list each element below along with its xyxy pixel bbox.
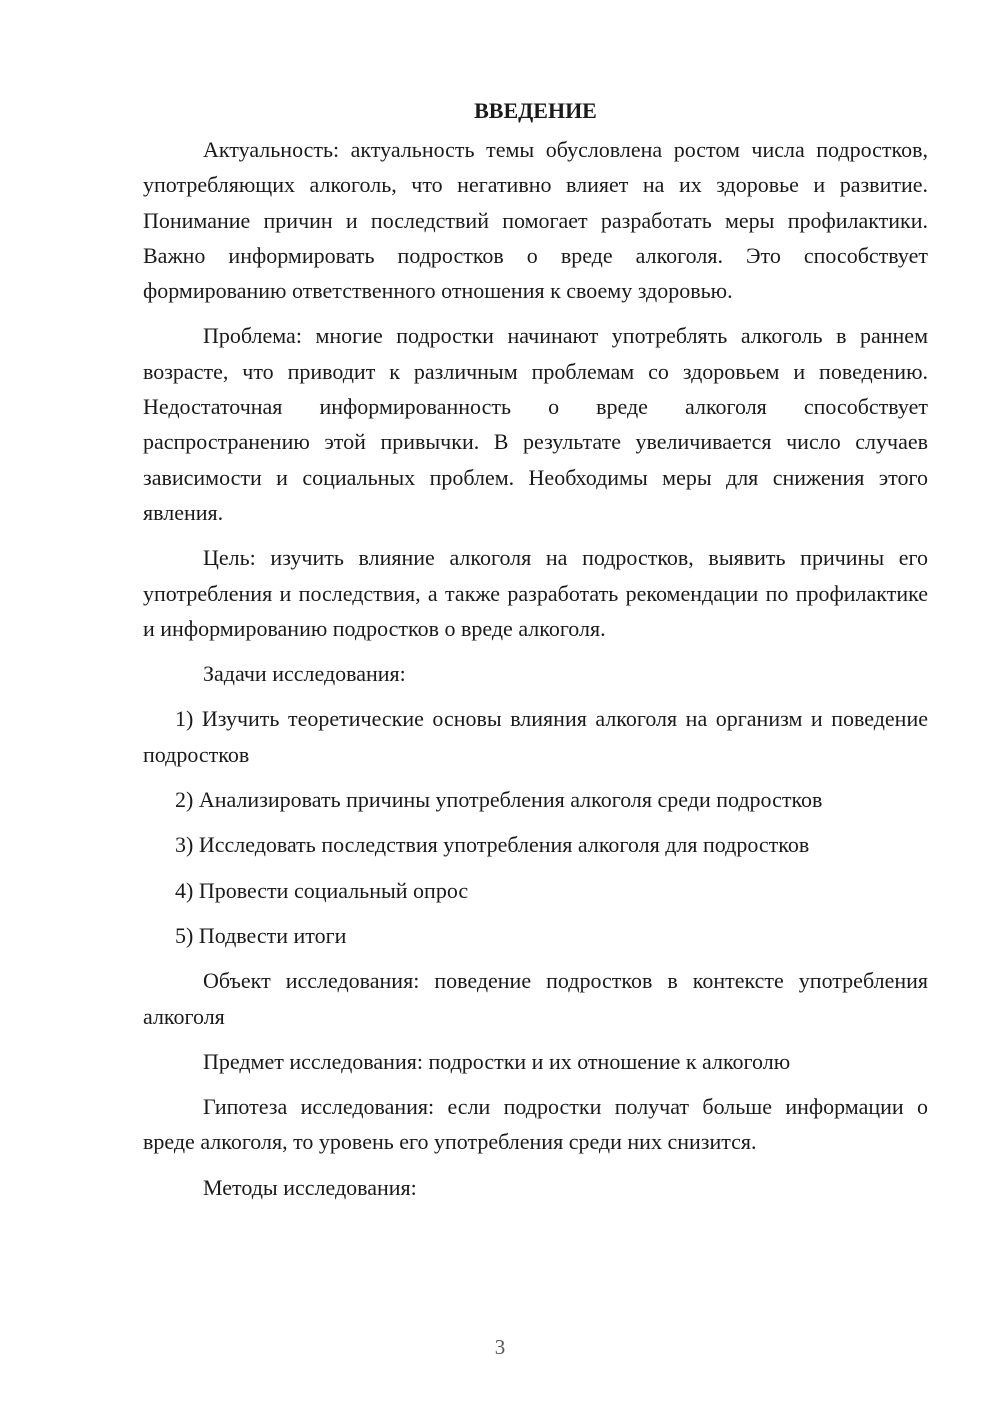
- task-item-3: 3) Исследовать последствия употребления алкоголя для подростков: [175, 832, 810, 858]
- page-number: 3: [494, 1335, 506, 1359]
- task-item-1: 1) Изучить теоретические основы влияния алкоголя на организм и поведение подростков: [143, 706, 928, 767]
- methods-label: Методы исследования:: [203, 1174, 417, 1200]
- subject-paragraph: Предмет исследования: подростки и их отношение к алкоголю: [203, 1048, 791, 1074]
- task-item-2: 2) Анализировать причины употребления алкоголя среди подростков: [175, 787, 823, 813]
- hypothesis-paragraph: Гипотеза исследования: если подростки получат больше информации о вреде алкоголя, то уровень его употребления среди них снизится.: [143, 1094, 928, 1155]
- relevance-paragraph: Актуальность: актуальность темы обусловлена ростом числа подростков, употребляющих алкоголь, что негативно влияет на их здоровье и развитие. Понимание причин и последствий помогает разработать меры профилактики. Важно информировать подростков о вреде алкоголя. Это способствует формированию ответственного отношения к своему здоровью.: [143, 137, 928, 304]
- page-title: ВВЕДЕНИЕ: [474, 98, 597, 123]
- tasks-label: Задачи исследования:: [203, 661, 406, 687]
- task-item-5: 5) Подвести итоги: [175, 922, 347, 948]
- page-content: [143, 94, 928, 1205]
- object-paragraph: Объект исследования: поведение подростков в контексте употребления алкоголя: [143, 968, 928, 1029]
- task-item-4: 4) Провести социальный опрос: [175, 877, 469, 903]
- goal-paragraph: Цель: изучить влияние алкоголя на подростков, выявить причины его употребления и последствия, а также разработать рекомендации по профилактике и информированию подростков о вреде алкоголя.: [143, 545, 928, 641]
- problem-paragraph: Проблема: многие подростки начинают употреблять алкоголь в раннем возрасте, что приводит к различным проблемам со здоровьем и поведению. Недостаточная информированность о вреде алкоголя способствует распространению этой привычки. В результате увеличивается число случаев зависимости и социальных проблем. Необходимы меры для снижения этого явления.: [143, 323, 928, 525]
